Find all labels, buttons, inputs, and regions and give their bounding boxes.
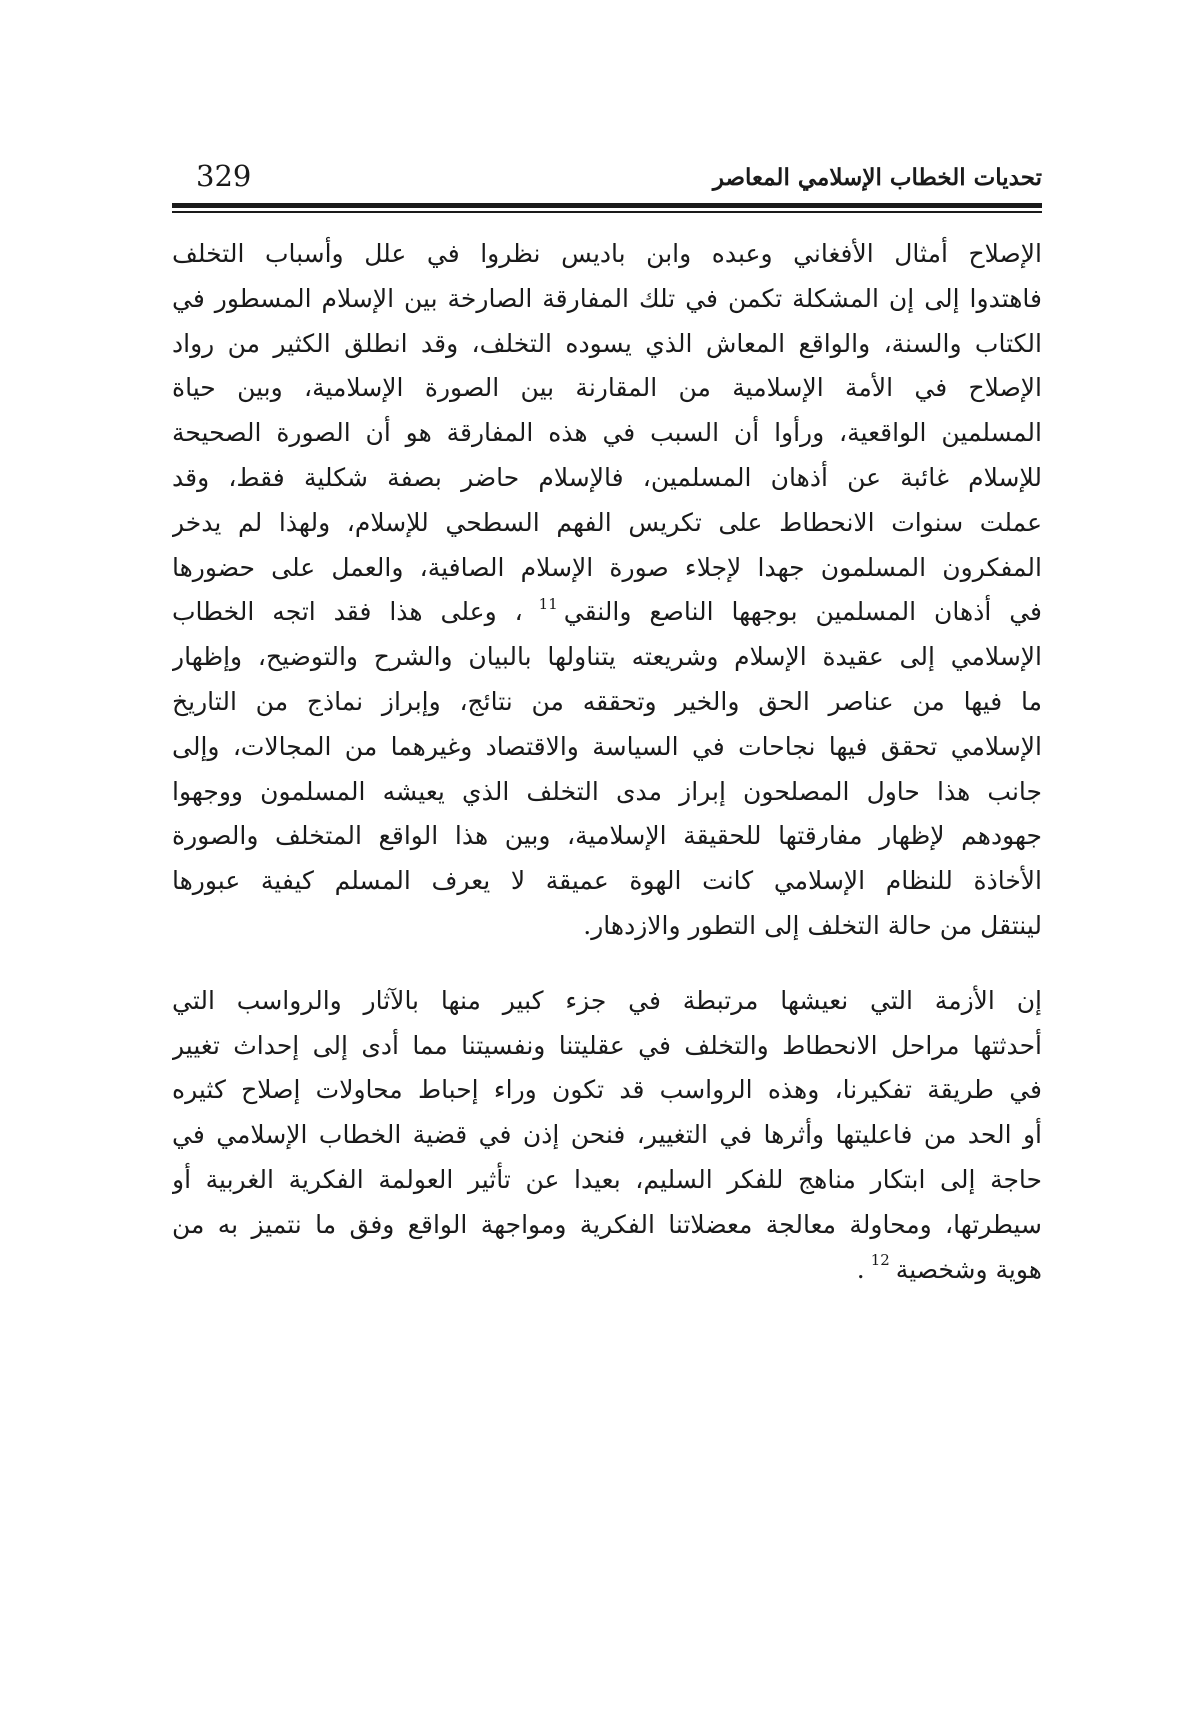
text-line: الإسلامي إلى عقيدة الإسلام وشريعته يتناولها بالبيان والشرح والتوضيح، وإظهار [172, 642, 1042, 672]
text-line: لينتقل من حالة التخلف إلى التطور والازدهار. [583, 910, 1042, 940]
footnote-ref-12[interactable]: 12 [870, 1250, 890, 1269]
text-line: سيطرتها، ومحاولة معالجة معضلاتنا الفكرية ومواجهة الواقع وفق ما نتميز به من [172, 1209, 1042, 1239]
text-line: أو الحد من فاعليتها وأثرها في التغيير، فنحن إذن في قضية الخطاب الإسلامي في [172, 1120, 1042, 1150]
footnote-ref-11[interactable]: 11 [538, 595, 558, 614]
text-line: للإسلام غائبة عن أذهان المسلمين، فالإسلام حاضر بصفة شكلية فقط، وقد [172, 462, 1042, 492]
text-line: جانب هذا حاول المصلحون إبراز مدى التخلف الذي يعيشه المسلمون ووجهوا [172, 776, 1042, 806]
text-segment: في أذهان المسلمين بوجهها الناصع والنقي [563, 597, 1042, 627]
header-rule-thin [172, 211, 1042, 213]
text-segment: ، وعلى هذا فقد اتجه الخطاب [172, 597, 523, 627]
text-line: جهودهم لإظهار مفارقتها للحقيقة الإسلامية، وبين هذا الواقع المتخلف والصورة [172, 821, 1042, 851]
text-line: المسلمين الواقعية، ورأوا أن السبب في هذه المفارقة هو أن الصورة الصحيحة [172, 418, 1042, 448]
paragraph-gap [172, 949, 1042, 979]
text-line [172, 1248, 1042, 1293]
text-segment: . [856, 1254, 865, 1284]
header-rule-thick [172, 203, 1042, 208]
text-segment: هوية وشخصية [895, 1254, 1042, 1284]
running-title: تحديات الخطاب الإسلامي المعاصر [712, 164, 1042, 191]
body-text [172, 232, 1042, 1292]
text-line: أحدثتها مراحل الانحطاط والتخلف في عقليتنا ونفسيتنا مما أدى إلى إحداث تغيير [172, 1030, 1042, 1060]
text-line [172, 590, 1042, 635]
paragraph-2 [172, 979, 1042, 1293]
page-header [172, 150, 1042, 200]
text-line: الأخاذة للنظام الإسلامي كانت الهوة عميقة لا يعرف المسلم كيفية عبورها [172, 866, 1042, 896]
text-line: عملت سنوات الانحطاط على تكريس الفهم السطحي للإسلام، ولهذا لم يدخر [172, 507, 1042, 537]
text-line: في طريقة تفكيرنا، وهذه الرواسب قد تكون وراء إحباط محاولات إصلاح كثيره [172, 1075, 1042, 1105]
text-line: المفكرون المسلمون جهدا لإجلاء صورة الإسلام الصافية، والعمل على حضورها [172, 552, 1042, 582]
text-line: إن الأزمة التي نعيشها مرتبطة في جزء كبير منها بالآثار والرواسب التي [172, 985, 1042, 1015]
page-number: 329 [196, 159, 252, 193]
text-line: الإصلاح في الأمة الإسلامية من المقارنة بين الصورة الإسلامية، وبين حياة [172, 373, 1042, 403]
text-line: الكتاب والسنة، والواقع المعاش الذي يسوده التخلف، وقد انطلق الكثير من رواد [172, 328, 1042, 358]
text-line: فاهتدوا إلى إن المشكلة تكمن في تلك المفارقة الصارخة بين الإسلام المسطور في [172, 283, 1042, 313]
text-line: الإصلاح أمثال الأفغاني وعبده وابن باديس نظروا في علل وأسباب التخلف [172, 239, 1042, 268]
paragraph-1 [172, 232, 1042, 949]
text-line: حاجة إلى ابتكار مناهج للفكر السليم، بعيدا عن تأثير العولمة الفكرية الغربية أو [172, 1164, 1042, 1194]
text-line: ما فيها من عناصر الحق والخير وتحققه من نتائج، وإبراز نماذج من التاريخ [172, 686, 1042, 716]
text-line: الإسلامي تحقق فيها نجاحات في السياسة والاقتصاد وغيرهما من المجالات، وإلى [172, 731, 1042, 761]
